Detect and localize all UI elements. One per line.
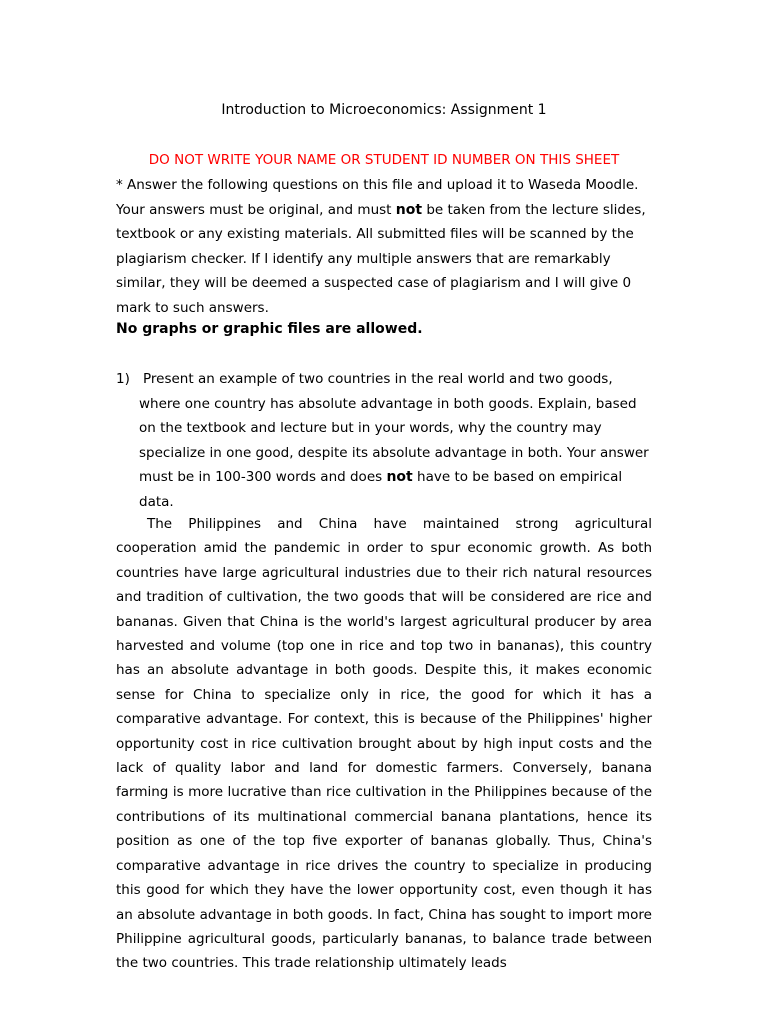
instructions-emphasis: not — [395, 201, 423, 218]
instructions-paragraph — [116, 173, 656, 320]
no-graphs-notice: No graphs or graphic files are allowed. — [116, 321, 423, 337]
warning-notice: DO NOT WRITE YOUR NAME OR STUDENT ID NUMBER ON THIS SHEET — [148, 152, 620, 168]
answer-paragraph: The Philippines and China have maintained strong agricultural cooperation amid the pandemic in order to spur economic growth. As both countries have large agricultural industries due to their rich natural resources and tradition of cultivation, the two goods that will be considered are rice and bananas. Given that China is the world's largest agricultural producer by area harvested and volume (top one in rice and top two in bananas), this country has an absolute advantage in both goods. Despite this, it makes economic sense for China to specialize only in rice, the good for which it has a comparative advantage. For context, this is because of the Philippines' higher opportunity cost in rice cultivation brought about by high input costs and the lack of quality labor and land for domestic farmers. Conversely, banana farming is more lucrative than rice cultivation in the Philippines because of the contributions of its multinational commercial banana plantations, hence its position as one of the top five exporter of bananas globally. Thus, China's comparative advantage in rice drives the country to specialize in producing this good for which they have the lower opportunity cost, even though it has an absolute advantage in both goods. In fact, China has sought to import more Philippine agricultural goods, particularly bananas, to balance trade between the two countries. This trade relationship ultimately leads — [116, 516, 652, 972]
question-1 — [116, 367, 656, 514]
question-number: 1) — [116, 371, 130, 387]
question-text-1: Present an example of two countries in the real world and two goods, where one country has absolute advantage in both goods. Explain, based on the textbook and lecture but in your words, why the country may specialize in one good, despite its absolute advantage in both. Your answer must be in 100-300 words and does — [139, 371, 649, 485]
document-title: Introduction to Microeconomics: Assignment 1 — [221, 102, 547, 118]
question-text — [139, 367, 656, 514]
question-text-2: have to be based on empirical data. — [139, 469, 623, 510]
instructions-text-1: * Answer the following questions on this file and upload it to Waseda Moodle. Your answers must be original, and must — [116, 177, 639, 218]
question-emphasis: not — [386, 469, 413, 485]
instructions-text-2: be taken from the lecture slides, textbook or any existing materials. All submitted files will be scanned by the plagiarism checker. If I identify any multiple answers that are remarkably similar, they will be deemed a suspected case of plagiarism and I will give 0 mark to such answers. — [116, 201, 646, 316]
